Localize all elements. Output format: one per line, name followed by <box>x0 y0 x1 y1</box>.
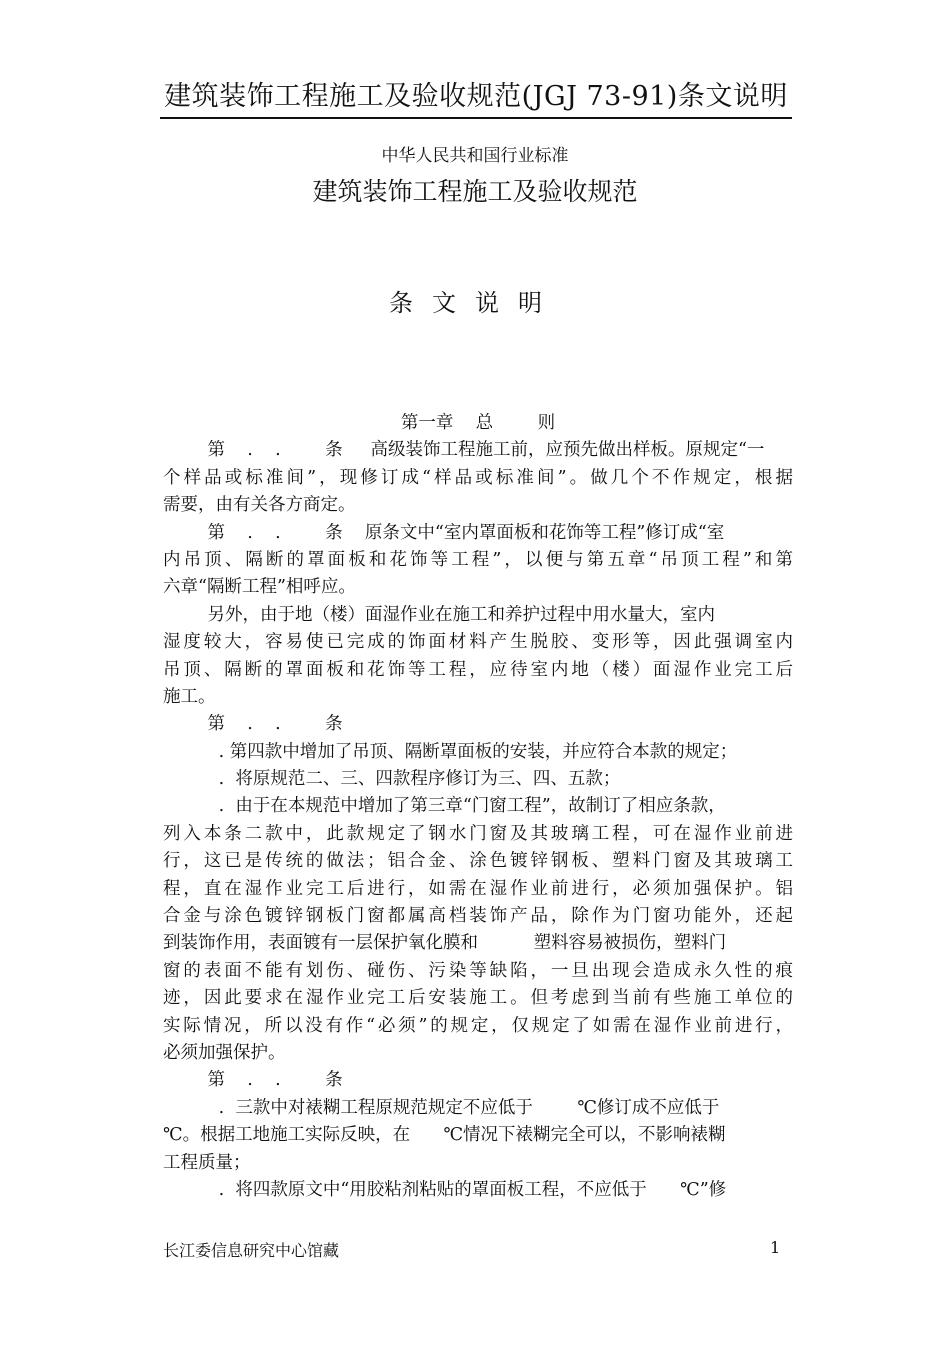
body-line: ℃。根据工地施工实际反映，在 ℃情况下裱糊完全可以，不影响裱糊 <box>163 1125 726 1146</box>
body-line: 另外，由于地（楼）面湿作业在施工和养护过程中用水量大，室内 <box>163 604 715 625</box>
body-line: 施工。 <box>163 686 216 707</box>
body-line: 到装饰作用，表面镀有一层保护氧化膜和 塑料容易被损伤，塑料门 <box>163 933 727 954</box>
body-line: 第 . . 条 原条文中“室内罩面板和花饰等工程”修订成“室 <box>163 522 725 543</box>
body-line: 需要，由有关各方商定。 <box>163 495 356 516</box>
body-line: 六章“隔断工程”相呼应。 <box>163 577 356 598</box>
chapter-heading: 第一章 总 则 <box>400 413 556 433</box>
body-line: . 第四款中增加了吊顶、隔断罩面板的安装，并应符合本款的规定； <box>163 741 738 762</box>
body-line: 湿度较大，容易使已完成的饰面材料产生脱胶、变形等，因此强调室内 <box>163 632 793 653</box>
body-line: 第 . . 条 高级装饰工程施工前，应预先做出样板。原规定“一 <box>163 440 765 461</box>
body-line: 窗的表面不能有划伤、碰伤、污染等缺陷，一旦出现会造成永久性的痕 <box>163 960 793 981</box>
standard-label: 中华人民共和国行业标准 <box>381 146 569 166</box>
body-line: 第 . . 条 <box>163 1070 343 1091</box>
body-line: 列入本条二款中，此款规定了钢水门窗及其玻璃工程，可在湿作业前进 <box>163 823 793 844</box>
footer-page-number: 1 <box>770 1238 781 1257</box>
body-text <box>163 410 793 1204</box>
body-line: 第 . . 条 <box>163 714 343 735</box>
body-line: 实际情况，所以没有作“必须”的规定，仅规定了如需在湿作业前进行， <box>163 1015 793 1036</box>
footer-collection-note: 长江委信息研究中心馆藏 <box>163 1241 340 1260</box>
body-line: 行，这已是传统的做法；铝合金、涂色镀锌钢板、塑料门窗及其玻璃工 <box>163 851 793 872</box>
body-line: . 由于在本规范中增加了第三章“门窗工程”，故制订了相应条款， <box>163 796 726 817</box>
body-line: 迹，因此要求在湿作业完工后安装施工。但考虑到当前有些施工单位的 <box>163 988 793 1009</box>
body-line: 程，直在湿作业完工后进行，如需在湿作业前进行，必须加强保护。铝 <box>163 878 793 899</box>
header-divider <box>160 117 792 119</box>
body-line: 个样品或标准间”，现修订成“样品或标准间”。做几个不作规定，根据 <box>163 467 793 488</box>
body-line: 合金与涂色镀锌钢板门窗都属高档装饰产品，除作为门窗功能外，还起 <box>163 906 793 927</box>
body-line: 内吊顶、隔断的罩面板和花饰等工程”，以便与第五章“吊顶工程”和第 <box>163 549 793 570</box>
section-title: 条文说明 <box>389 289 561 317</box>
standard-title: 建筑装饰工程施工及验收规范 <box>312 177 638 206</box>
body-line: . 三款中对裱糊工程原规范规定不应低于 ℃修订成不应低于 <box>163 1097 720 1118</box>
body-line: 工程质量； <box>163 1152 251 1173</box>
running-header-title: 建筑装饰工程施工及验收规范(JGJ 73-91)条文说明 <box>164 81 788 112</box>
body-line: . 将四款原文中“用胶粘剂粘贴的罩面板工程，不应低于 ℃”修 <box>163 1179 727 1200</box>
body-line: . 将原规范二、三、四款程序修订为三、四、五款； <box>163 769 621 790</box>
body-line: 吊顶、隔断的罩面板和花饰等工程，应待室内地（楼）面湿作业完工后 <box>163 659 793 680</box>
body-line: 必须加强保护。 <box>163 1042 286 1063</box>
